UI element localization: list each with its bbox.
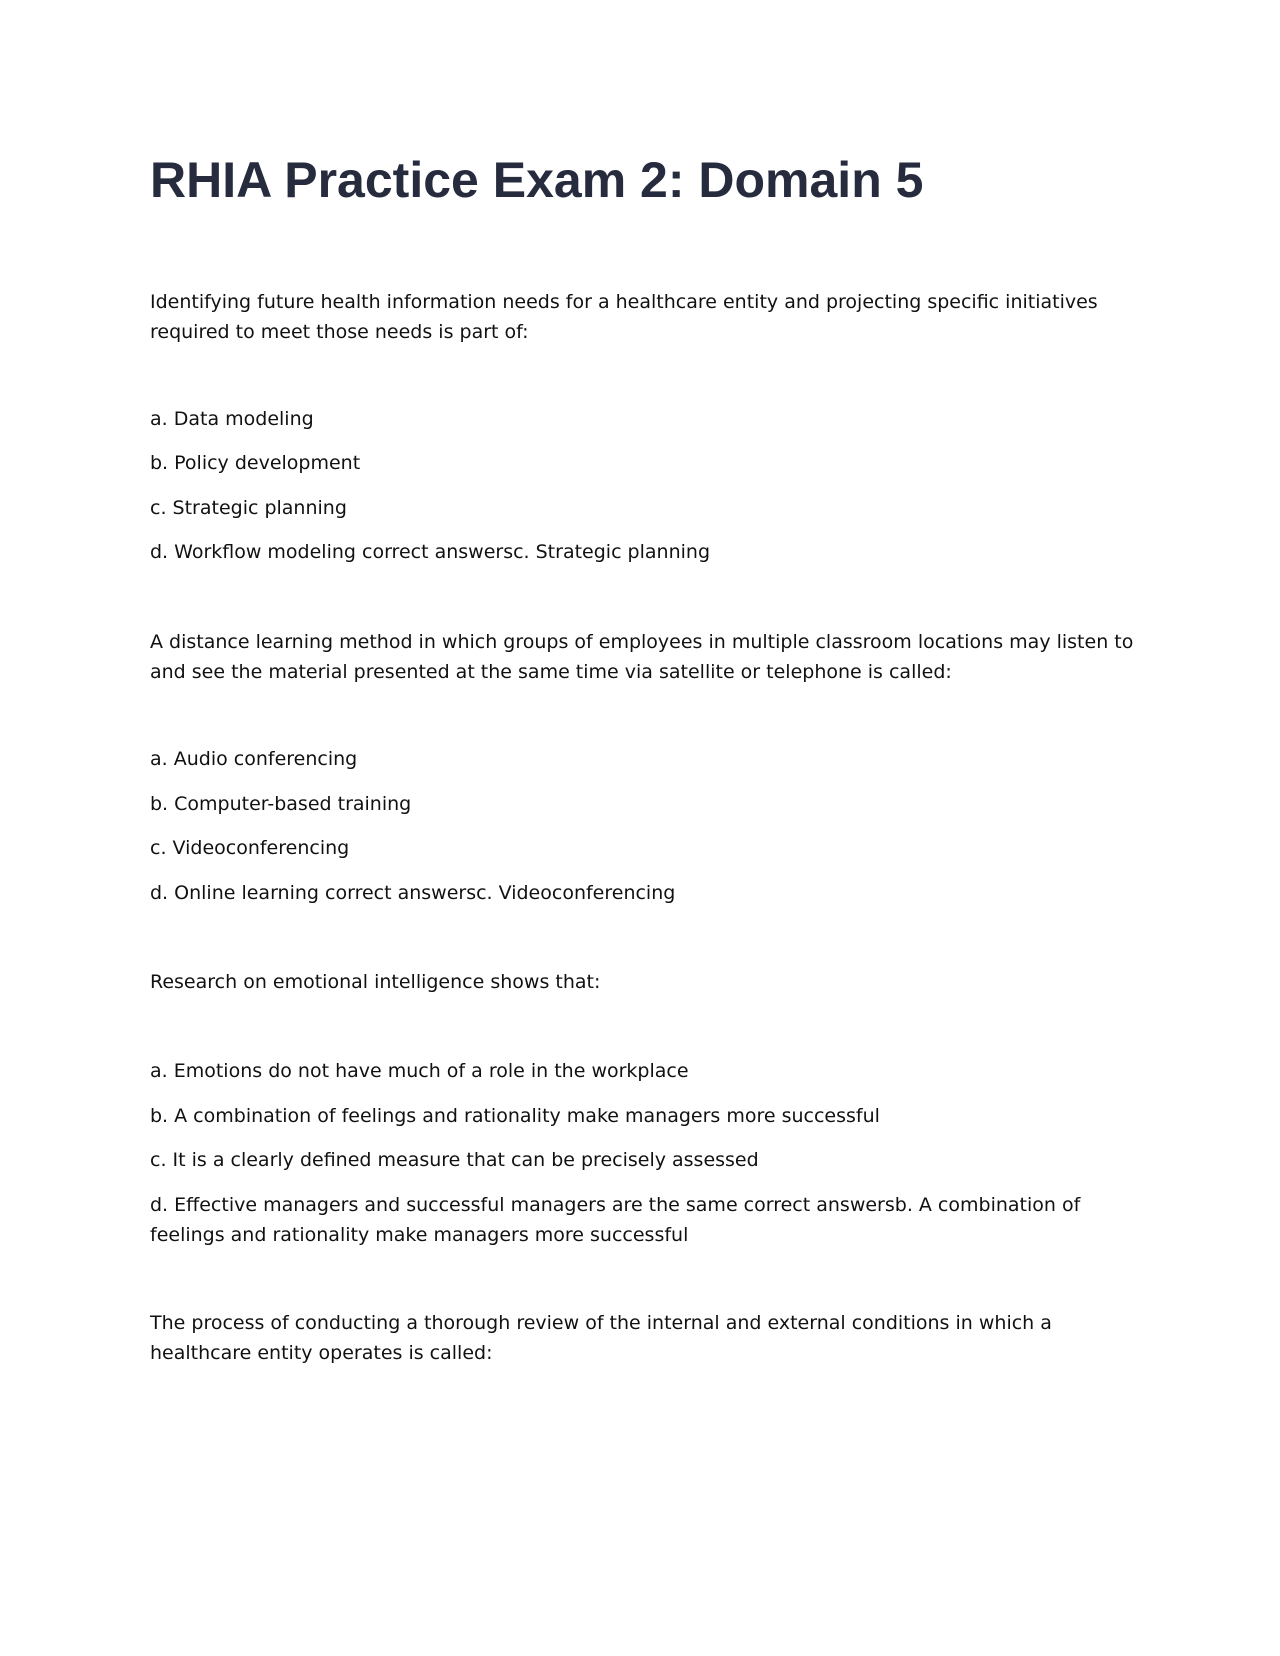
question-2-option-a: a. Audio conferencing [150, 748, 358, 770]
question-1-option-d: d. Workflow modeling correct answersc. Strategic planning [150, 541, 710, 563]
question-2-option-b: b. Computer-based training [150, 793, 412, 815]
question-2-option-d: d. Online learning correct answersc. Videoconferencing [150, 882, 676, 904]
question-3-prompt: Research on emotional intelligence shows that: [150, 971, 601, 993]
question-1-option-a: a. Data modeling [150, 408, 314, 430]
question-1-option-b: b. Policy development [150, 452, 361, 474]
question-3-option-c: c. It is a clearly defined measure that can be precisely assessed [150, 1149, 759, 1171]
question-3-option-d: d. Effective managers and successful managers are the same correct answersb. A combination of feelings and rationality make managers more successful [150, 1194, 1081, 1246]
question-1-option-c: c. Strategic planning [150, 497, 347, 519]
question-4-prompt: The process of conducting a thorough review of the internal and external conditions in which a healthcare entity operates is called: [150, 1312, 1052, 1364]
question-1-prompt: Identifying future health information needs for a healthcare entity and projecting specific initiatives required to meet those needs is part of: [150, 291, 1098, 343]
question-2-option-c: c. Videoconferencing [150, 837, 350, 859]
question-3-option-a: a. Emotions do not have much of a role in the workplace [150, 1060, 689, 1082]
question-3-option-b: b. A combination of feelings and rationality make managers more successful [150, 1105, 880, 1127]
question-2-prompt: A distance learning method in which groups of employees in multiple classroom locations may listen to and see the material presented at the same time via satellite or telephone is called: [150, 631, 1134, 683]
document-title: RHIA Practice Exam 2: Domain 5 [150, 152, 924, 208]
